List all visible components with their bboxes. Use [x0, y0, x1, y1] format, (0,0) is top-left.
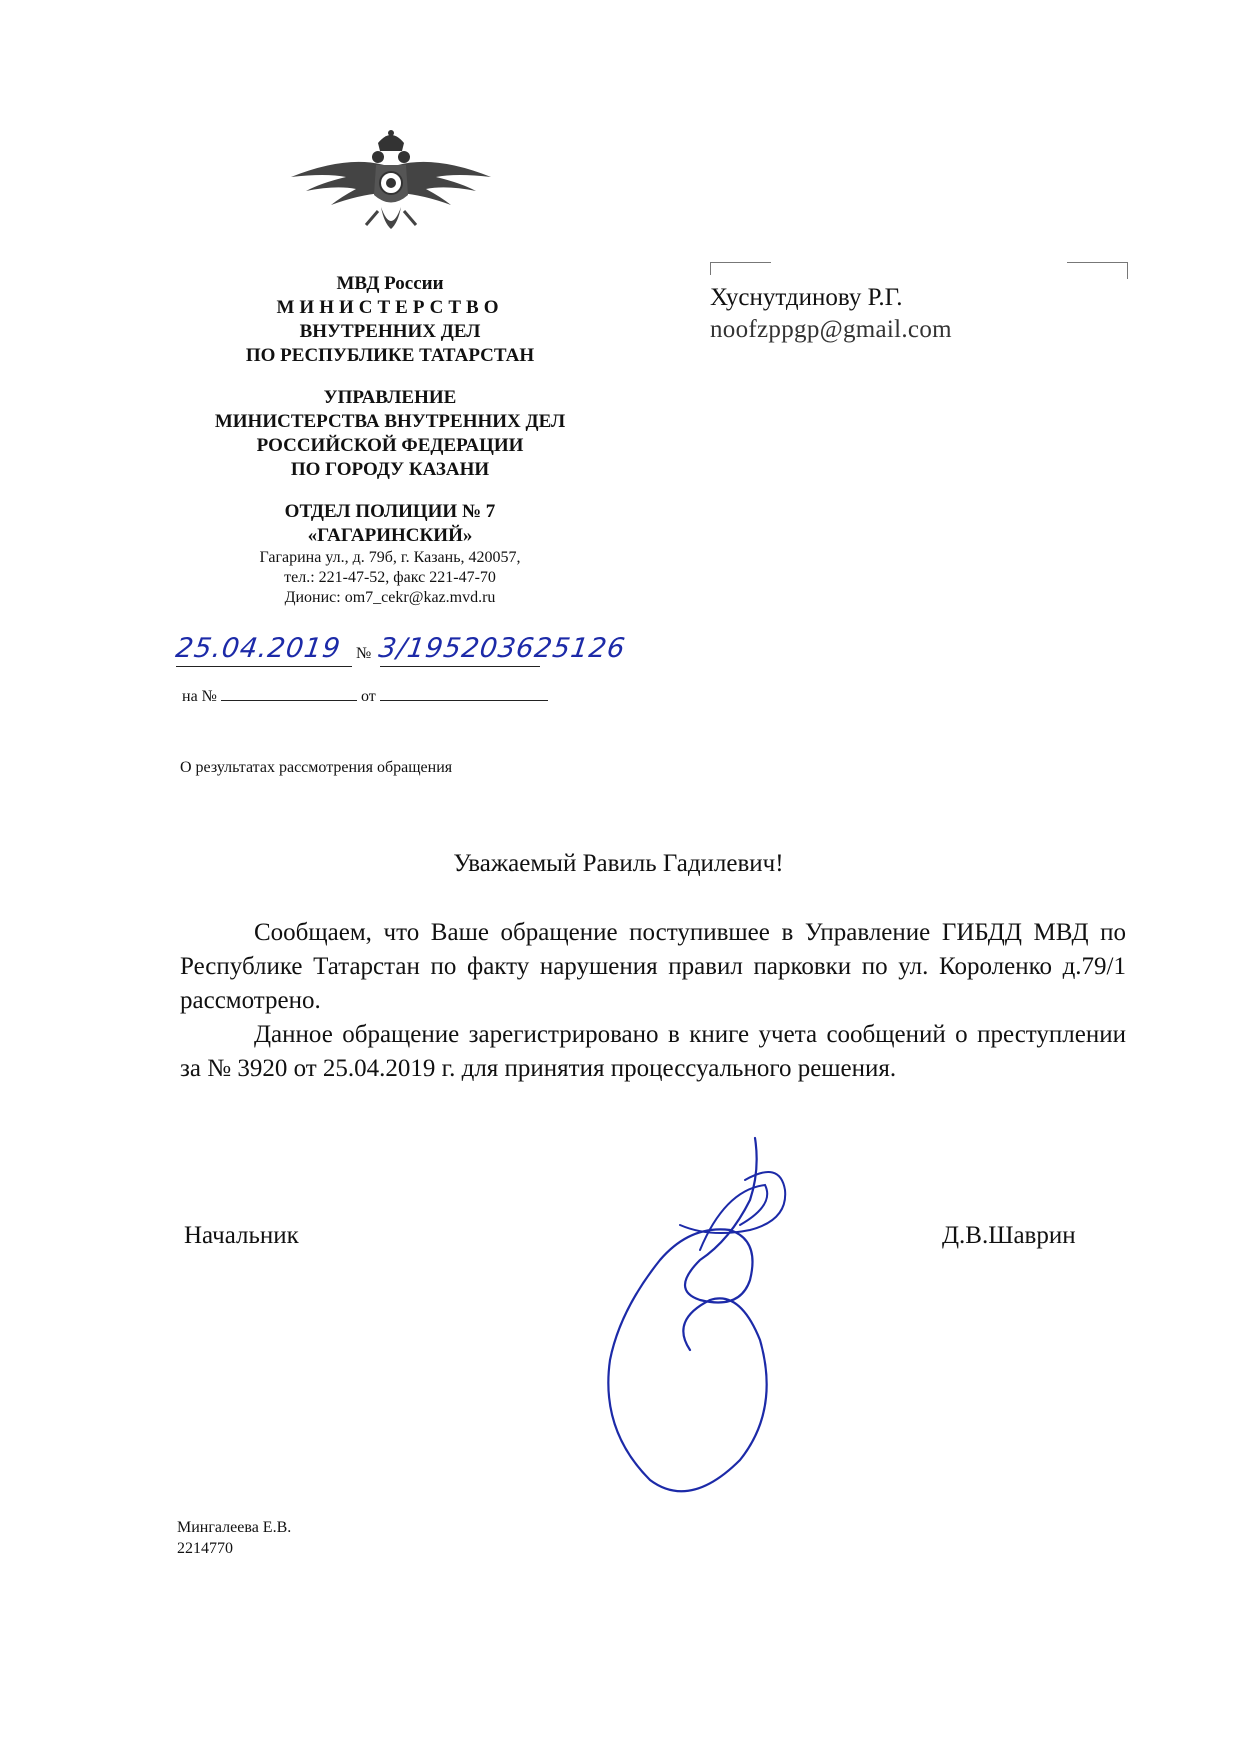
executor-phone: 2214770 [177, 1540, 233, 1557]
letterhead [160, 272, 620, 608]
unit-phones: тел.: 221-47-52, факс 221-47-70 [284, 569, 496, 586]
registration-number: 3/195203625126 [376, 633, 628, 664]
unit-line-2: «ГАГАРИНСКИЙ» [307, 525, 473, 546]
unit-email: Дионис: om7_cekr@kaz.mvd.ru [284, 589, 496, 606]
executor-name: Мингалеева Е.В. [177, 1519, 292, 1536]
number-underline [380, 666, 540, 667]
registration-number-sign: № [356, 645, 372, 662]
registration-row [173, 633, 628, 673]
handwritten-signature-icon [550, 1130, 790, 1510]
signatory-name: Д.В.Шаврин [942, 1222, 1076, 1249]
reference-row [182, 686, 548, 706]
dept-line-4: ПО ГОРОДУ КАЗАНИ [290, 459, 490, 480]
signatory-position: Начальник [184, 1222, 299, 1249]
registration-date: 25.04.2019 [173, 633, 343, 664]
address-corner-mark-right [1067, 262, 1128, 279]
dept-line-1: УПРАВЛЕНИЕ [323, 387, 457, 408]
body-paragraph-1: Сообщаем, что Ваше обращение поступившее в Управление ГИБДД МВД по Республике Татарстан по факту нарушения правил парковки по ул. Короленко д.79/1 рассмотрено. [180, 919, 1126, 1014]
reference-from: от [360, 688, 376, 705]
unit-line-1: ОТДЕЛ ПОЛИЦИИ № 7 [284, 501, 496, 522]
org-short-name: МВД России [336, 273, 444, 294]
ministry-line-1: МИНИСТЕРСТВО [276, 297, 504, 318]
ministry-line-3: ПО РЕСПУБЛИКЕ ТАТАРСТАН [245, 345, 535, 366]
reference-number-blank [221, 686, 357, 701]
greeting: Уважаемый Равиль Гадилевич! [453, 850, 784, 877]
reference-prefix: на № [182, 688, 217, 705]
recipient-email: noofzppgp@gmail.com [710, 316, 952, 343]
recipient-name: Хуснутдинову Р.Г. [710, 284, 903, 311]
ministry-line-2: ВНУТРЕННИХ ДЕЛ [299, 321, 481, 342]
executor-block [177, 1517, 291, 1559]
double-headed-eagle-emblem-icon [286, 125, 496, 255]
address-corner-mark-left [710, 262, 771, 275]
dept-line-3: РОССИЙСКОЙ ФЕДЕРАЦИИ [256, 435, 524, 456]
unit-address: Гагарина ул., д. 79б, г. Казань, 420057, [259, 549, 521, 566]
reference-date-blank [380, 686, 548, 701]
recipient-block [710, 282, 952, 346]
letter-body [180, 916, 1126, 1086]
date-underline [176, 666, 352, 667]
dept-line-2: МИНИСТЕРСТВА ВНУТРЕННИХ ДЕЛ [214, 411, 566, 432]
letter-subject: О результатах рассмотрения обращения [180, 759, 453, 776]
body-paragraph-2: Данное обращение зарегистрировано в книге учета сообщений о преступлении за № 3920 от 25.04.2019 г. для принятия процессуального решения. [180, 1021, 1126, 1082]
